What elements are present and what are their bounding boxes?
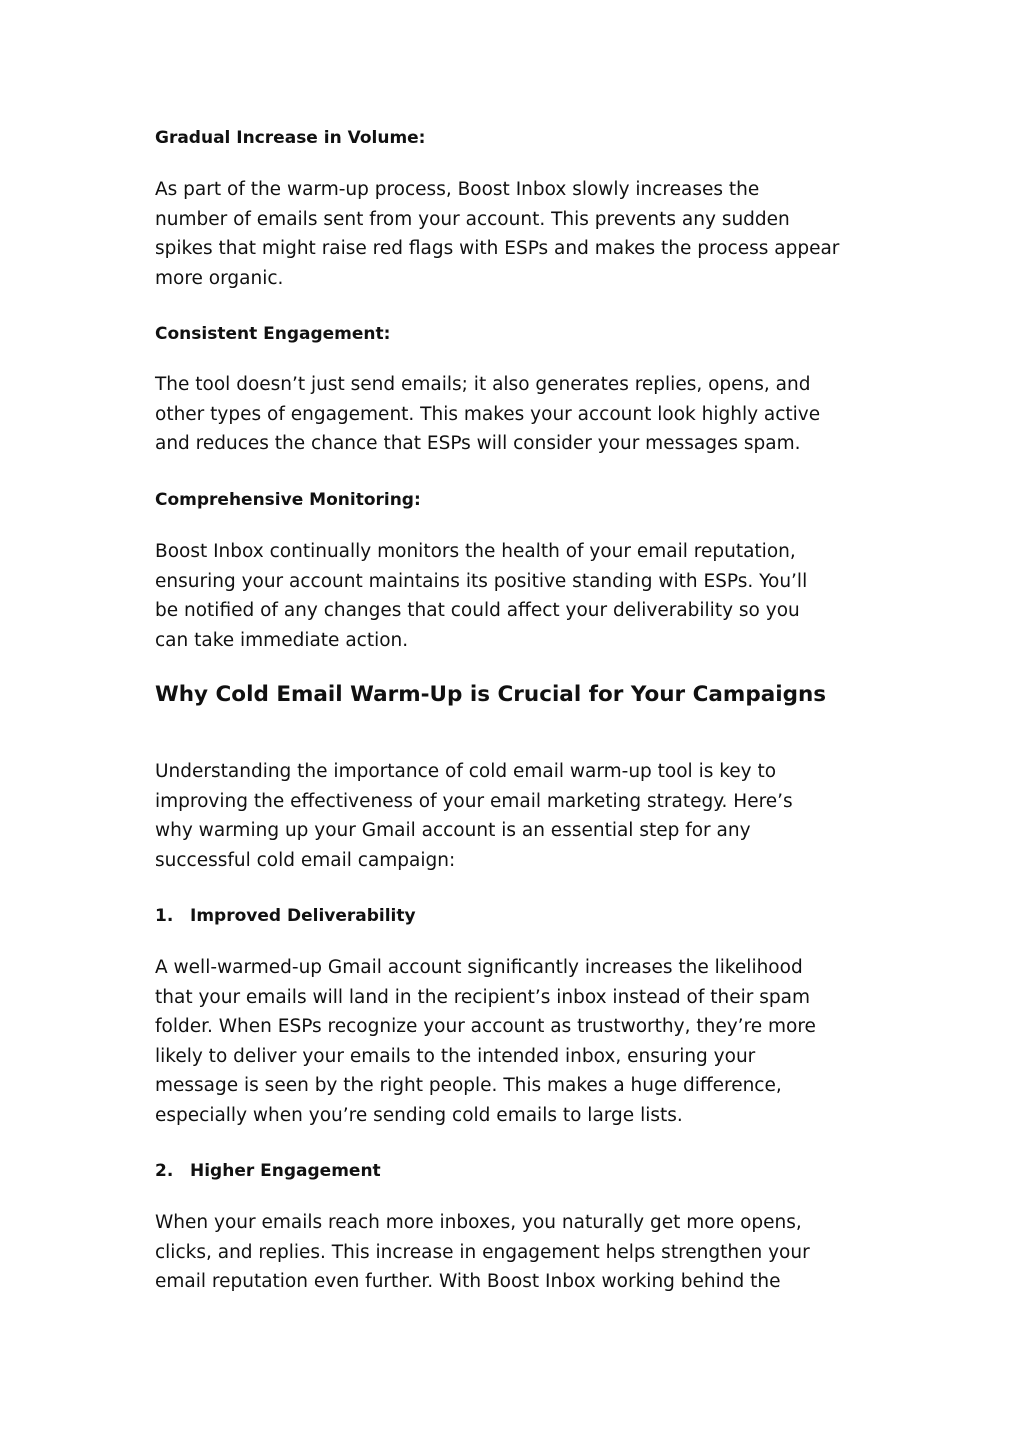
list-number: 2. xyxy=(155,1161,174,1181)
text-line: clicks, and replies. This increase in engagement helps strengthen your xyxy=(155,1241,810,1263)
text-line: Understanding the importance of cold email warm-up tool is key to xyxy=(155,761,777,782)
list-heading-text: Higher Engagement xyxy=(190,1161,381,1181)
heading-comprehensive-monitoring: Comprehensive Monitoring: xyxy=(155,490,421,510)
text-line: that your emails will land in the recipient’s inbox instead of their spam xyxy=(155,986,810,1008)
text-line: message is seen by the right people. This makes a huge difference, xyxy=(155,1075,782,1096)
text-line: number of emails sent from your account. This prevents any sudden xyxy=(155,208,790,230)
heading-gradual-increase: Gradual Increase in Volume: xyxy=(155,128,426,148)
text-line: As part of the warm-up process, Boost Inbox slowly increases the xyxy=(155,179,760,200)
text-line: When your emails reach more inboxes, you naturally get more opens, xyxy=(155,1212,802,1233)
text-line: especially when you’re sending cold emails to large lists. xyxy=(155,1104,683,1126)
heading-improved-deliverability xyxy=(155,905,416,927)
text-line: A well-warmed-up Gmail account significantly increases the likelihood xyxy=(155,957,803,978)
heading-higher-engagement xyxy=(155,1160,381,1182)
paragraph-why-warm-up xyxy=(155,757,870,875)
text-line: spikes that might raise red flags with ESPs and makes the process appear xyxy=(155,238,840,259)
text-line: ensuring your account maintains its positive standing with ESPs. You’ll xyxy=(155,570,808,592)
text-line: be notified of any changes that could affect your deliverability so you xyxy=(155,600,800,621)
text-line: more organic. xyxy=(155,267,284,289)
text-line: why warming up your Gmail account is an essential step for any xyxy=(155,820,751,841)
section-title-why-warm-up: Why Cold Email Warm-Up is Crucial for Your Campaigns xyxy=(155,682,827,707)
list-number: 1. xyxy=(155,906,174,926)
heading-consistent-engagement: Consistent Engagement: xyxy=(155,324,391,344)
text-line: email reputation even further. With Boost Inbox working behind the xyxy=(155,1271,781,1292)
paragraph-gradual-increase xyxy=(155,175,870,293)
text-line: likely to deliver your emails to the intended inbox, ensuring your xyxy=(155,1045,756,1067)
paragraph-higher-engagement xyxy=(155,1208,870,1297)
paragraph-comprehensive-monitoring xyxy=(155,537,870,655)
text-line: The tool doesn’t just send emails; it also generates replies, opens, and xyxy=(155,374,811,395)
paragraph-consistent-engagement xyxy=(155,370,870,459)
text-line: can take immediate action. xyxy=(155,629,409,651)
text-line: Boost Inbox continually monitors the health of your email reputation, xyxy=(155,541,796,562)
list-heading-text: Improved Deliverability xyxy=(190,906,416,926)
text-line: and reduces the chance that ESPs will consider your messages spam. xyxy=(155,433,801,454)
text-line: successful cold email campaign: xyxy=(155,849,456,871)
text-line: improving the effectiveness of your email marketing strategy. Here’s xyxy=(155,790,793,812)
text-line: other types of engagement. This makes your account look highly active xyxy=(155,403,821,425)
text-line: folder. When ESPs recognize your account as trustworthy, they’re more xyxy=(155,1016,816,1037)
paragraph-improved-deliverability xyxy=(155,953,870,1130)
